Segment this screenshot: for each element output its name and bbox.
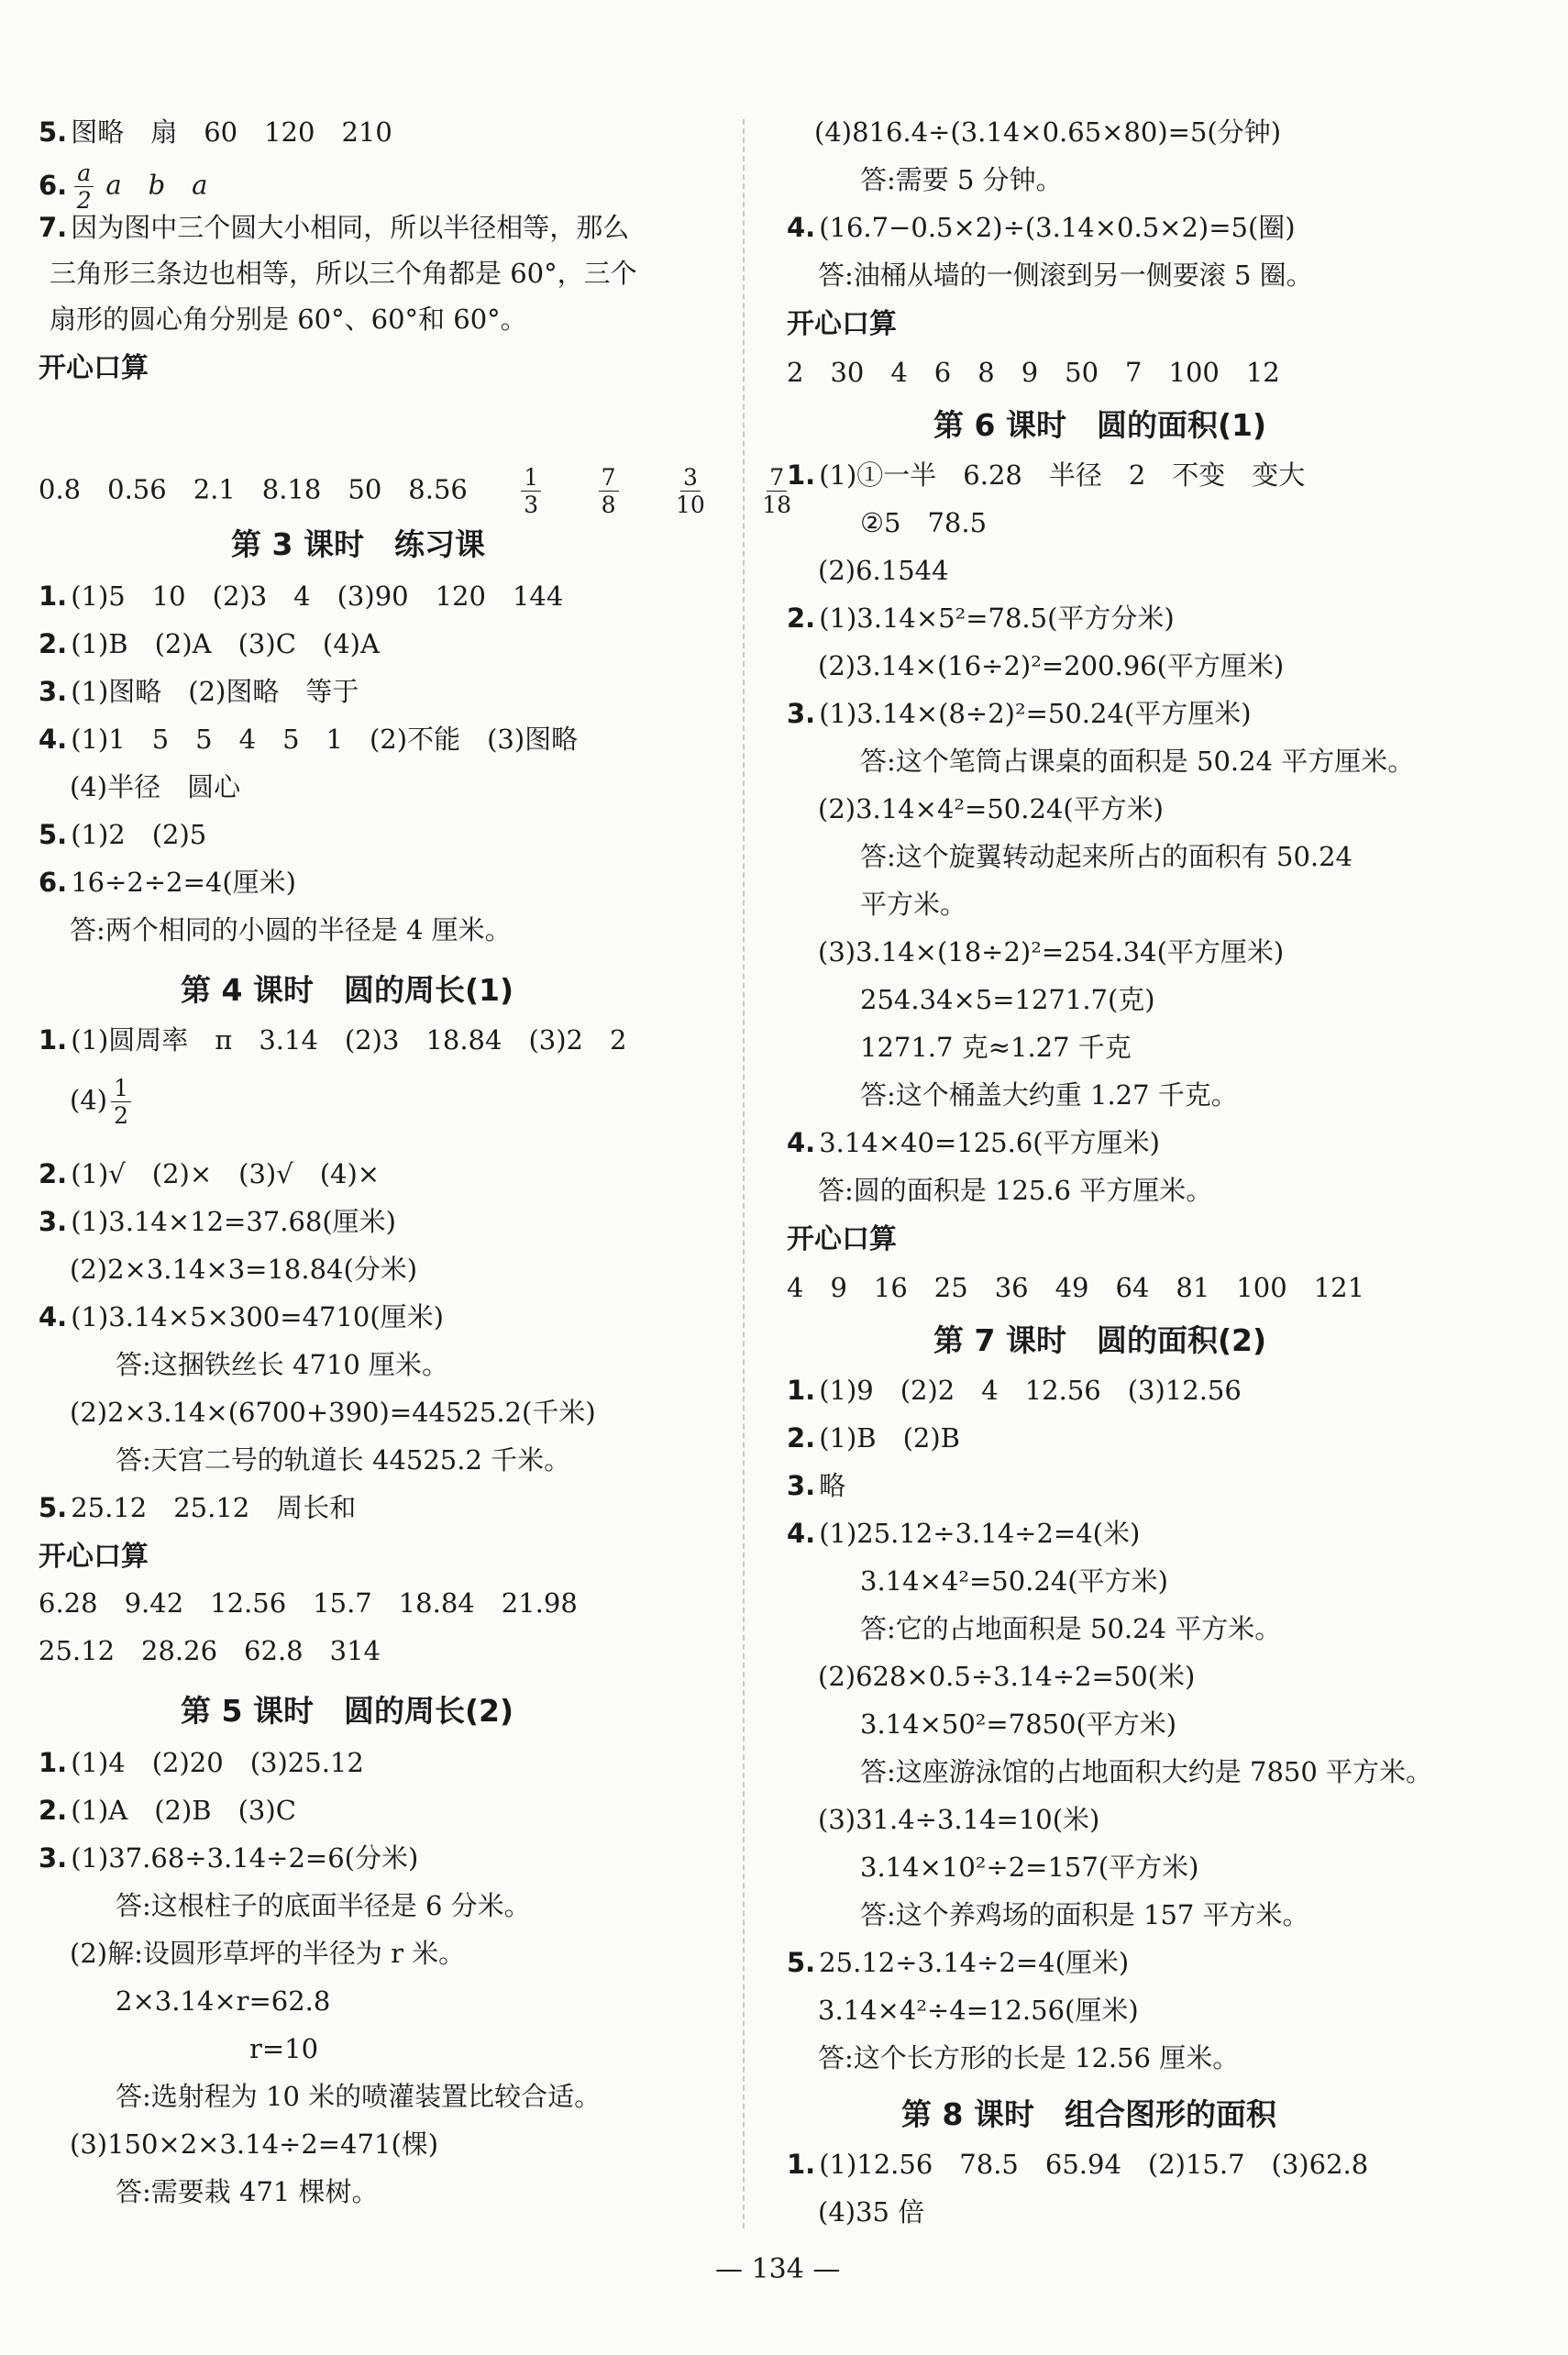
answer-line: 3.14×10²÷2=157(平方米) <box>860 1852 1199 1883</box>
answer-line: 答:选射程为 10 米的喷灌装置比较合适。 <box>116 2081 602 2112</box>
mental-math-values: 25.12 28.26 62.8 314 <box>39 1635 381 1666</box>
answer-line: 3. (1)3.14×12=37.68(厘米) <box>39 1206 397 1237</box>
answer-line: 2×3.14×r=62.8 <box>116 1985 331 2017</box>
answer-line: 2. (1)B (2)B <box>787 1422 960 1454</box>
answer-line: ②5 78.5 <box>860 507 988 538</box>
section-title: 第 4 课时 圆的周长(1) <box>181 972 514 1008</box>
column-divider <box>743 119 745 2228</box>
answer-line: 5. 图略 扇 60 120 210 <box>39 116 392 148</box>
answer-line: (4)816.4÷(3.14×0.65×80)=5(分钟) <box>814 116 1282 148</box>
answer-line: 3.14×4²÷4=12.56(厘米) <box>818 1995 1139 2026</box>
answer-line: (3)150×2×3.14÷2=471(棵) <box>70 2128 439 2160</box>
answer-line: 3.14×4²=50.24(平方米) <box>860 1565 1168 1597</box>
answer-line: 2. (1)3.14×5²=78.5(平方分米) <box>787 603 1175 634</box>
answer-line: 答:圆的面积是 125.6 平方厘米。 <box>818 1175 1213 1206</box>
section-title: 第 6 课时 圆的面积(1) <box>933 407 1267 443</box>
page-number: — 134 — <box>715 2253 841 2285</box>
mental-math-heading: 开心口算 <box>787 1223 897 1255</box>
answer-line: 6. 16÷2÷2=4(厘米) <box>39 867 296 898</box>
mental-math-values: 4 9 16 25 36 49 64 81 100 121 <box>787 1272 1365 1303</box>
section-title: 第 5 课时 圆的周长(2) <box>181 1693 514 1729</box>
answer-line: 5. (1)2 (2)5 <box>39 819 207 850</box>
fraction: $\frac{1}{3}$ <box>521 466 541 516</box>
fraction: $\frac{7}{8}$ <box>599 466 619 516</box>
mental-math-values: 6.28 9.42 12.56 15.7 18.84 21.98 <box>39 1587 578 1619</box>
answer-line: 3. (1)3.14×(8÷2)²=50.24(平方厘米) <box>787 698 1252 729</box>
answer-line: (3)31.4÷3.14=10(米) <box>818 1804 1100 1835</box>
answer-line: 6. $\frac{a}{2}$ a b a <box>39 160 208 214</box>
fraction: $\frac{7}{18}$ <box>762 464 792 518</box>
mental-math-values: 0.8 0.56 2.1 8.18 50 8.56 $\frac{1}{3}$ $\frac{7}{8}$ $\frac{3}{10}$ $\frac{7}{18}$ <box>39 464 792 518</box>
answer-line: (2)2×3.14×(6700+390)=44525.2(千米) <box>70 1397 596 1428</box>
answer-line: 2. (1)A (2)B (3)C <box>39 1795 296 1826</box>
answer-line: (4)35 倍 <box>818 2196 925 2228</box>
answer-line: 4. 3.14×40=125.6(平方厘米) <box>787 1127 1160 1158</box>
answer-line: (2)3.14×(16÷2)²=200.96(平方厘米) <box>818 650 1285 681</box>
answer-line: 答:这个养鸡场的面积是 157 平方米。 <box>860 1899 1309 1930</box>
answer-line: 3. (1)图略 (2)图略 等于 <box>39 676 359 707</box>
answer-line: 1. (1)圆周率 π 3.14 (2)3 18.84 (3)2 2 <box>39 1024 627 1056</box>
answer-line: 扇形的圆心角分别是 60°、60°和 60°。 <box>50 304 527 335</box>
mental-math-heading: 开心口算 <box>39 352 149 384</box>
answer-line: 答:天宫二号的轨道长 44525.2 千米。 <box>116 1444 571 1476</box>
answer-line: 平方米。 <box>860 889 967 920</box>
answer-line: 答:这根柱子的底面半径是 6 分米。 <box>116 1890 531 1921</box>
section-title: 第 7 课时 圆的面积(2) <box>933 1322 1267 1358</box>
answer-line: 1. (1)12.56 78.5 65.94 (2)15.7 (3)62.8 <box>787 2149 1369 2180</box>
answer-line: 1. (1)5 10 (2)3 4 (3)90 120 144 <box>39 580 564 612</box>
answer-line: (2)3.14×4²=50.24(平方米) <box>818 793 1164 824</box>
answer-line: 答:这个旋翼转动起来所占的面积有 50.24 <box>860 841 1353 872</box>
answer-line: 4. (1)25.12÷3.14÷2=4(米) <box>787 1518 1141 1549</box>
answer-line: 1. (1)4 (2)20 (3)25.12 <box>39 1747 364 1778</box>
mental-math-heading: 开心口算 <box>787 308 897 340</box>
answer-line: 254.34×5=1271.7(克) <box>860 984 1155 1015</box>
fraction: $\frac{1}{2}$ <box>111 1077 131 1127</box>
answer-line: r=10 <box>249 2033 319 2064</box>
mental-math-values: 2 30 4 6 8 9 50 7 100 12 <box>787 357 1280 388</box>
answer-line: (2)2×3.14×3=18.84(分米) <box>70 1254 418 1285</box>
answer-line: 1. (1)①一半 6.28 半径 2 不变 变大 <box>787 459 1306 491</box>
answer-line: 3. (1)37.68÷3.14÷2=6(分米) <box>39 1842 419 1874</box>
answer-line: 答:油桶从墙的一侧滚到另一侧要滚 5 圈。 <box>818 260 1313 291</box>
answer-line: 答:这个桶盖大约重 1.27 千克。 <box>860 1079 1238 1111</box>
answer-line: 答:它的占地面积是 50.24 平方米。 <box>860 1613 1282 1644</box>
answer-line: 答:需要 5 分钟。 <box>860 164 1063 195</box>
answer-line: (2)6.1544 <box>818 555 949 586</box>
answer-line: 1. (1)9 (2)2 4 12.56 (3)12.56 <box>787 1375 1242 1406</box>
answer-line: 4. (1)1 5 5 4 5 1 (2)不能 (3)图略 <box>39 724 579 755</box>
answer-line: 5. 25.12 25.12 周长和 <box>39 1492 357 1523</box>
answer-line: 5. 25.12÷3.14÷2=4(厘米) <box>787 1947 1130 1978</box>
answer-line: 3. 略 <box>787 1470 846 1501</box>
section-title: 第 8 课时 组合图形的面积 <box>901 2096 1276 2132</box>
answer-line: 4. (1)3.14×5×300=4710(厘米) <box>39 1301 444 1332</box>
answer-line: 2. (1)B (2)A (3)C (4)A <box>39 628 380 659</box>
answer-line: 答:这捆铁丝长 4710 厘米。 <box>116 1349 449 1380</box>
answer-line: 答:两个相同的小圆的半径是 4 厘米。 <box>70 914 512 945</box>
answer-line: 2. (1)√ (2)× (3)√ (4)× <box>39 1158 381 1189</box>
answer-line: 7. 因为图中三个圆大小相同，所以半径相等，那么 <box>39 212 630 243</box>
answer-line: (4)半径 圆心 <box>70 771 241 802</box>
answer-line: (2)解:设圆形草坪的半径为 r 米。 <box>70 1938 466 1969</box>
answer-line: 1271.7 克≈1.27 千克 <box>860 1032 1132 1063</box>
answer-line: (4) $\frac{1}{2}$ <box>70 1077 135 1127</box>
mental-math-heading: 开心口算 <box>39 1541 149 1573</box>
fraction: $\frac{a}{2}$ <box>74 161 94 212</box>
answer-line: 4. (16.7−0.5×2)÷(3.14×0.5×2)=5(圈) <box>787 212 1296 243</box>
answer-line: 3.14×50²=7850(平方米) <box>860 1708 1177 1740</box>
answer-line: 答:这座游泳馆的占地面积大约是 7850 平方米。 <box>860 1756 1433 1787</box>
answer-line: (2)628×0.5÷3.14÷2=50(米) <box>818 1661 1196 1692</box>
fraction: $\frac{3}{10}$ <box>675 464 705 518</box>
answer-line: 答:这个长方形的长是 12.56 厘米。 <box>818 2042 1240 2073</box>
answer-line: 三角形三条边也相等，所以三个角都是 60°，三个 <box>50 258 637 289</box>
answer-line: 答:需要栽 471 棵树。 <box>116 2176 379 2207</box>
answer-line: 答:这个笔筒占课桌的面积是 50.24 平方厘米。 <box>860 746 1415 777</box>
answer-line: (3)3.14×(18÷2)²=254.34(平方厘米) <box>818 936 1285 967</box>
section-title: 第 3 课时 练习课 <box>231 526 485 562</box>
